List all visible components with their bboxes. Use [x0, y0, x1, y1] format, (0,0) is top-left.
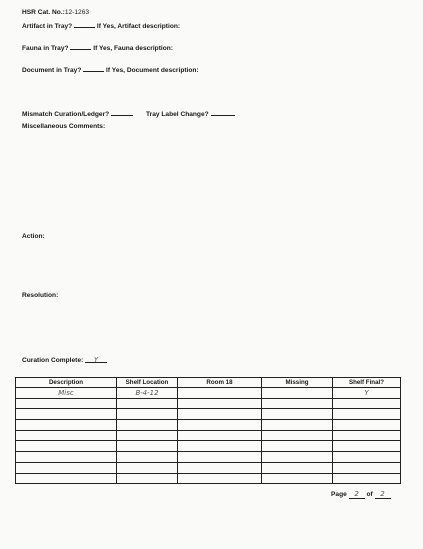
table-cell[interactable] — [262, 430, 333, 441]
curation-complete-field — [22, 356, 107, 364]
table-cell[interactable] — [178, 409, 262, 420]
table-row — [16, 462, 401, 473]
tray-label-field — [146, 109, 235, 118]
table-cell[interactable] — [262, 388, 333, 399]
mismatch-question: Mismatch Curation/Ledger? — [22, 111, 110, 118]
table-cell[interactable] — [333, 430, 401, 441]
fauna-question: Fauna in Tray? — [22, 45, 69, 52]
table-cell[interactable] — [262, 462, 333, 473]
curation-complete-label: Curation Complete: — [22, 357, 84, 364]
table-cell[interactable] — [262, 420, 333, 431]
table-row — [16, 398, 401, 409]
table-cell[interactable] — [117, 441, 178, 452]
table-cell[interactable] — [117, 398, 178, 409]
table-row — [16, 430, 401, 441]
table-cell[interactable] — [16, 430, 117, 441]
document-description-label: If Yes, Document description: — [106, 67, 199, 74]
tray-table — [15, 377, 401, 484]
table-cell[interactable] — [333, 441, 401, 452]
document-field — [22, 65, 199, 74]
table-cell[interactable] — [333, 462, 401, 473]
table-cell[interactable] — [262, 409, 333, 420]
table-cell[interactable] — [16, 398, 117, 409]
artifact-field — [22, 21, 180, 30]
tray-label-blank[interactable] — [211, 109, 235, 116]
of-label: of — [366, 491, 373, 498]
fauna-description-label: If Yes, Fauna description: — [93, 45, 173, 52]
table-cell[interactable]: B-4-12 — [117, 388, 178, 399]
table-cell[interactable] — [178, 388, 262, 399]
table-cell[interactable] — [117, 420, 178, 431]
table-cell[interactable] — [333, 452, 401, 463]
table-cell[interactable] — [178, 398, 262, 409]
header-missing: Missing — [262, 378, 333, 388]
header-description: Description — [16, 378, 117, 388]
table-cell[interactable] — [178, 420, 262, 431]
table-cell[interactable] — [333, 398, 401, 409]
page-total[interactable]: 2 — [375, 490, 391, 499]
artifact-blank[interactable] — [74, 21, 95, 28]
table-cell[interactable] — [262, 473, 333, 484]
table-row — [16, 409, 401, 420]
header-shelf-final: Shelf Final? — [333, 378, 401, 388]
table-cell[interactable] — [333, 473, 401, 484]
mismatch-field — [22, 109, 133, 118]
curation-complete-value: Y — [94, 356, 99, 364]
page-number — [331, 490, 391, 499]
hsr-cat-value: 12-1263 — [64, 9, 90, 16]
action-label: Action: — [22, 233, 45, 240]
document-blank[interactable] — [83, 65, 104, 72]
hsr-cat-no — [22, 9, 89, 16]
fauna-field — [22, 43, 173, 52]
mismatch-blank[interactable] — [111, 109, 133, 116]
header-shelf-location: Shelf Location — [117, 378, 178, 388]
table-cell[interactable] — [178, 473, 262, 484]
misc-comments-label: Miscellaneous Comments: — [22, 123, 106, 130]
table-cell[interactable] — [178, 462, 262, 473]
artifact-description-label: If Yes, Artifact description: — [96, 23, 181, 30]
page-label: Page — [331, 491, 347, 498]
resolution-label: Resolution: — [22, 292, 59, 299]
table-cell[interactable] — [333, 420, 401, 431]
table-cell[interactable] — [16, 473, 117, 484]
table-cell[interactable] — [16, 441, 117, 452]
hsr-cat-label: HSR Cat. No.: — [22, 9, 65, 16]
table-cell[interactable] — [262, 452, 333, 463]
fauna-blank[interactable] — [70, 43, 91, 50]
page-current[interactable]: 2 — [349, 490, 365, 499]
table-cell[interactable] — [117, 430, 178, 441]
table-cell[interactable]: Y — [333, 388, 401, 399]
table-row — [16, 441, 401, 452]
curation-complete-blank[interactable] — [85, 356, 107, 363]
table-cell[interactable] — [16, 462, 117, 473]
table-row — [16, 388, 401, 399]
table-cell[interactable] — [262, 398, 333, 409]
table-header-row — [16, 378, 401, 388]
table-row — [16, 473, 401, 484]
table-cell[interactable] — [117, 409, 178, 420]
table-cell[interactable] — [178, 430, 262, 441]
table-cell[interactable] — [178, 441, 262, 452]
table-cell[interactable] — [16, 452, 117, 463]
table-cell[interactable] — [117, 462, 178, 473]
document-question: Document in Tray? — [22, 67, 82, 74]
table-row — [16, 420, 401, 431]
table-cell[interactable] — [117, 473, 178, 484]
header-room-18: Room 18 — [178, 378, 262, 388]
artifact-question: Artifact in Tray? — [22, 23, 73, 30]
table-cell[interactable] — [16, 409, 117, 420]
table-row — [16, 452, 401, 463]
table-cell[interactable] — [178, 452, 262, 463]
table-cell[interactable]: Misc — [16, 388, 117, 399]
table-cell[interactable] — [117, 452, 178, 463]
tray-label-question: Tray Label Change? — [146, 111, 209, 118]
table-cell[interactable] — [262, 441, 333, 452]
table-cell[interactable] — [333, 409, 401, 420]
table-cell[interactable] — [16, 420, 117, 431]
